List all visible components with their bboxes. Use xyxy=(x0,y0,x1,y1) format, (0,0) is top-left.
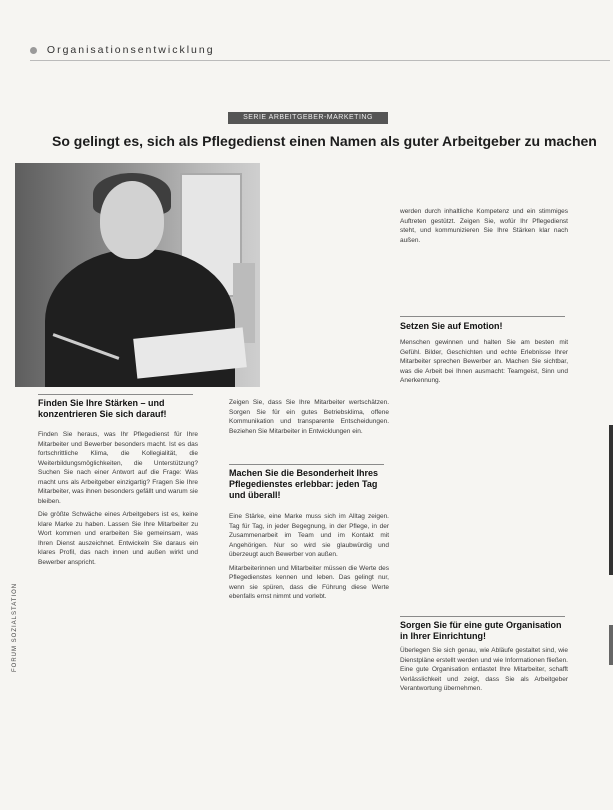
paragraph: Die größte Schwäche eines Arbeitgebers ist es, keine klare Marke zu haben. Lassen Sie Ihre Mitarbeiter zu Wort kommen und erarbeiten Sie gemeinsam, was Ihren Dienst auszeichnet. Entwickeln Sie daraus ein klares Profil, das nach innen und außen wirkt und Bewerber anspricht. xyxy=(38,511,198,566)
header-rule xyxy=(30,60,610,61)
column1-heading: Finden Sie Ihre Stärken – und konzentrieren Sie sich darauf! xyxy=(38,398,167,419)
section-header xyxy=(30,44,215,56)
paragraph: Zeigen Sie, dass Sie Ihre Mitarbeiter wertschätzen. Sorgen Sie für ein gutes Betriebsklima, offene Kommunikation und transparente Entscheidungen. Beziehen Sie Mitarbeiter in Entwicklungen ein. xyxy=(229,399,389,435)
paragraph: Menschen gewinnen und halten Sie am besten mit Gefühl. Bilder, Geschichten und echte Erlebnisse Ihrer Mitarbeiter sprechen Bewerber an. Machen Sie sichtbar, was die Arbeit bei Ihnen ausmacht: Teamgeist, Sinn und Anerkennung. xyxy=(400,339,568,384)
bullet-icon xyxy=(30,47,37,54)
section-rule xyxy=(229,464,384,465)
paragraph: Überlegen Sie sich genau, wie Abläufe gestaltet sind, wie Dienstpläne erstellt werden und wie Informationen fließen. Eine gute Organisation entlastet Ihre Mitarbeiter, schafft Verlässlichkeit und zeigt, dass Sie als Arbeitgeber Verantwortung übernehmen. xyxy=(400,647,568,692)
column2-text xyxy=(229,398,389,440)
section-rule xyxy=(400,616,565,617)
sidebar-imprint: FORUM SOZIALSTATION xyxy=(12,582,18,672)
portrait-photo xyxy=(15,163,260,387)
paragraph: Finden Sie heraus, was Ihr Pflegedienst für Ihre Mitarbeiter und Bewerber besonders macht. Ist es das fortschrittliche Klima, die Kollegialität, die Weiterbildungsmöglichkeiten, die Unterstützung? Suchen Sie nach einer Antwort auf die Frage: Was macht uns als Arbeitgeber einzigartig? Fragen Sie Ihre Mitarbeiter, was ihnen besonders gefällt und warum sie bleiben. xyxy=(38,431,198,505)
section-rule xyxy=(400,316,565,317)
paragraph: Mitarbeiterinnen und Mitarbeiter müssen die Werte des Pflegedienstes kennen und leben. Das gelingt nur, wenn sie spüren, dass die Führung diese Werte ebenfalls ernst nimmt und vorlebt. xyxy=(229,564,389,600)
column3-heading1: Setzen Sie auf Emotion! xyxy=(400,321,503,331)
column3-heading2: Sorgen Sie für eine gute Organisation in Ihrer Einrichtung! xyxy=(400,620,562,641)
column3-text-3 xyxy=(400,646,568,698)
page-edge-marker xyxy=(609,425,613,575)
kicker-label: SERIE ARBEITGEBER-MARKETING xyxy=(228,112,388,124)
paragraph: Eine Stärke, eine Marke muss sich im Alltag zeigen. Tag für Tag, in jeder Begegnung, in der Pflege, in der Zusammenarbeit im Team und im Kontakt mit Angehörigen. Nur so wird sie glaubwürdig und überzeugt auch Bewerber von außen. xyxy=(229,513,389,558)
column2-heading: Machen Sie die Besonderheit Ihres Pflegedienstes erlebbar: jeden Tag und überall! xyxy=(229,468,379,500)
column3-text xyxy=(400,207,568,249)
headline: So gelingt es, sich als Pflegedienst einen Namen als guter Arbeitgeber zu machen xyxy=(52,133,597,149)
section-rule xyxy=(38,394,193,395)
column3-text-2 xyxy=(400,338,568,390)
section-title: Organisationsentwicklung xyxy=(46,44,215,56)
paragraph: werden durch inhaltliche Kompetenz und ein stimmiges Auftreten gestützt. Zeigen Sie, wofür Ihr Pflegedienst steht, und kommunizieren Sie Ihre Stärken klar nach außen. xyxy=(400,208,568,244)
page-edge-marker xyxy=(609,625,613,665)
column2-text-continued xyxy=(229,512,389,606)
column1-text xyxy=(38,430,198,571)
